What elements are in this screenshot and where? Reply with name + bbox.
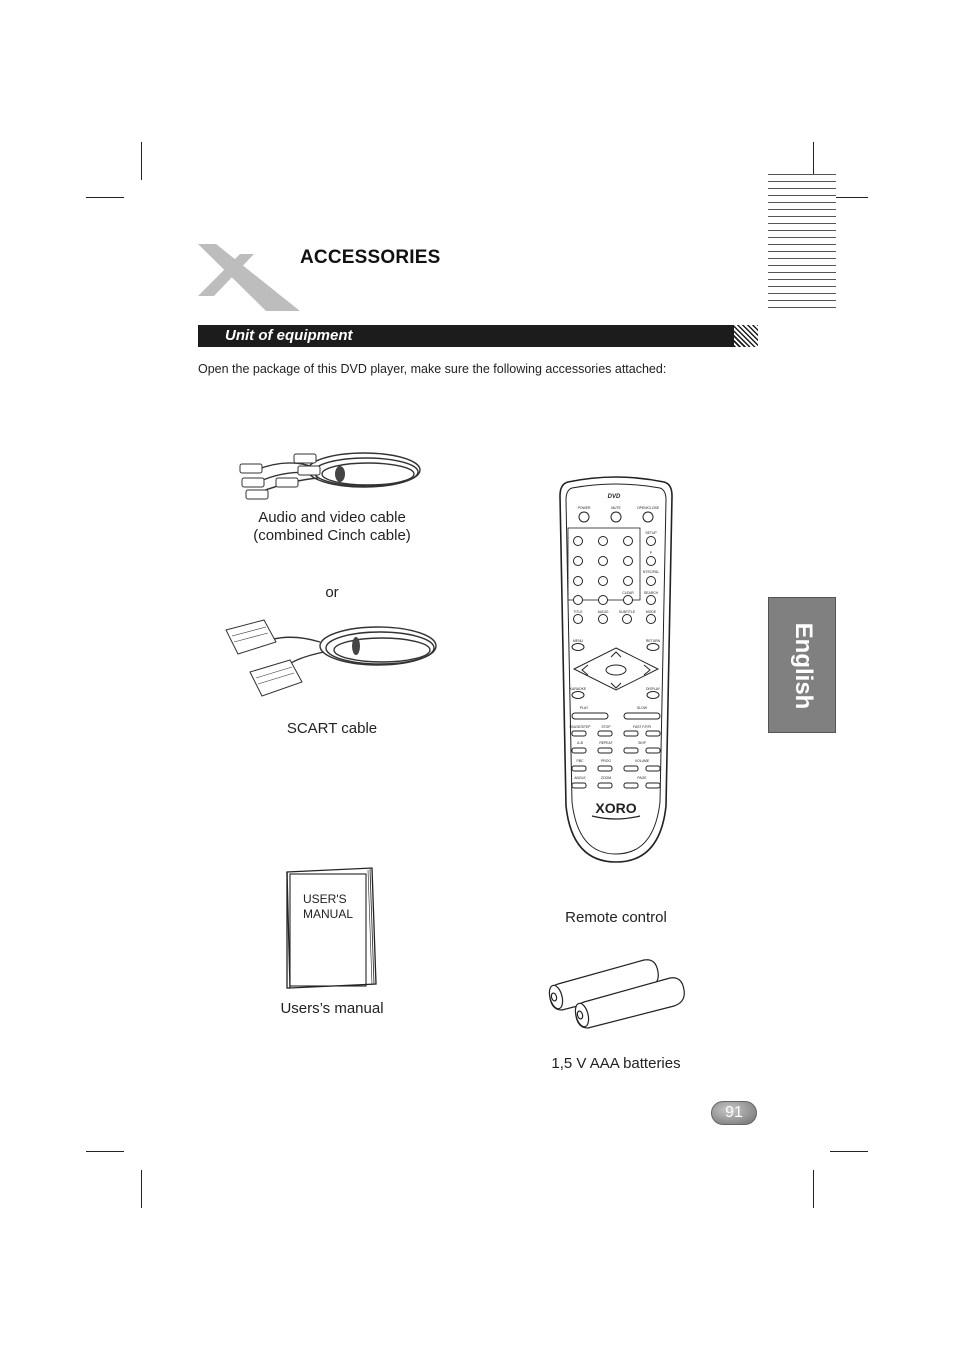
svg-text:FAST F/F/R: FAST F/F/R	[633, 725, 651, 729]
svg-text:RETURN: RETURN	[645, 639, 661, 643]
svg-text:CLEAR: CLEAR	[622, 591, 634, 595]
or-caption: or	[325, 584, 339, 601]
remote-control-illustration	[556, 476, 676, 864]
svg-text:ZOOM: ZOOM	[600, 776, 612, 780]
section-bar-pattern	[734, 325, 758, 347]
batteries-illustration	[544, 954, 688, 1032]
stripe-decoration	[768, 174, 836, 312]
svg-text:DISPLAY: DISPLAY	[645, 687, 661, 691]
batteries-caption: 1,5 V AAA batteries	[551, 1055, 681, 1072]
manual-illustration	[284, 866, 378, 990]
manual-cover-text: USER'S MANUAL	[303, 892, 354, 921]
svg-text:ANGLE: ANGLE	[574, 776, 586, 780]
page-number: 91	[725, 1104, 743, 1121]
manual-caption: Users’s manual	[280, 1000, 384, 1017]
crop-mark	[830, 1151, 868, 1152]
svg-text:PLAY: PLAY	[579, 706, 589, 710]
scart-caption: SCART cable	[286, 720, 378, 737]
crop-mark	[813, 1170, 814, 1208]
svg-text:SKIP: SKIP	[638, 741, 646, 745]
svg-text:P: P	[649, 551, 653, 555]
page-number-badge	[711, 1101, 757, 1125]
page-title: ACCESSORIES	[300, 247, 441, 268]
svg-text:VOLUME: VOLUME	[634, 759, 650, 763]
svg-text:PAUSE/STEP: PAUSE/STEP	[569, 725, 591, 729]
svg-text:MUTE: MUTE	[611, 506, 621, 510]
remote-caption: Remote control	[565, 909, 667, 926]
intro-text: Open the package of this DVD player, make sure the following accessories attached:	[198, 362, 667, 376]
svg-text:DVD: DVD	[607, 494, 621, 500]
svg-text:AUDIO: AUDIO	[597, 610, 609, 614]
svg-text:REPEAT: REPEAT	[599, 741, 613, 745]
svg-text:PBC: PBC	[576, 759, 584, 763]
scart-cable-illustration	[220, 612, 442, 700]
svg-text:STOP: STOP	[601, 725, 611, 729]
av-cable-illustration	[236, 448, 424, 504]
svg-text:XORO: XORO	[595, 800, 637, 816]
crop-mark	[141, 142, 142, 180]
svg-text:KARAOKE: KARAOKE	[569, 687, 587, 691]
svg-text:PROG: PROG	[601, 759, 611, 763]
svg-text:OPEN/CLOSE: OPEN/CLOSE	[636, 506, 660, 510]
svg-text:SUBTITLE: SUBTITLE	[618, 610, 636, 614]
svg-text:SLOW: SLOW	[637, 706, 647, 710]
svg-text:TITLE: TITLE	[573, 610, 583, 614]
svg-text:SETUP: SETUP	[645, 531, 657, 535]
svg-text:NTSC/PAL: NTSC/PAL	[642, 570, 660, 574]
svg-text:SEARCH: SEARCH	[643, 591, 659, 595]
av-cable-caption: Audio and video cable (combined Cinch cable)	[253, 509, 411, 544]
svg-text:A-B: A-B	[577, 741, 583, 745]
crop-mark	[141, 1170, 142, 1208]
svg-text:POWER: POWER	[577, 506, 591, 510]
svg-text:PAGE: PAGE	[637, 776, 647, 780]
crop-mark	[86, 1151, 124, 1152]
language-tab-label: English	[790, 622, 817, 710]
svg-text:MODE: MODE	[645, 610, 657, 614]
section-title: Unit of equipment	[225, 327, 353, 344]
language-tab	[768, 597, 836, 733]
svg-text:MENU: MENU	[573, 639, 583, 643]
brand-x-logo	[196, 240, 302, 314]
crop-mark	[86, 197, 124, 198]
